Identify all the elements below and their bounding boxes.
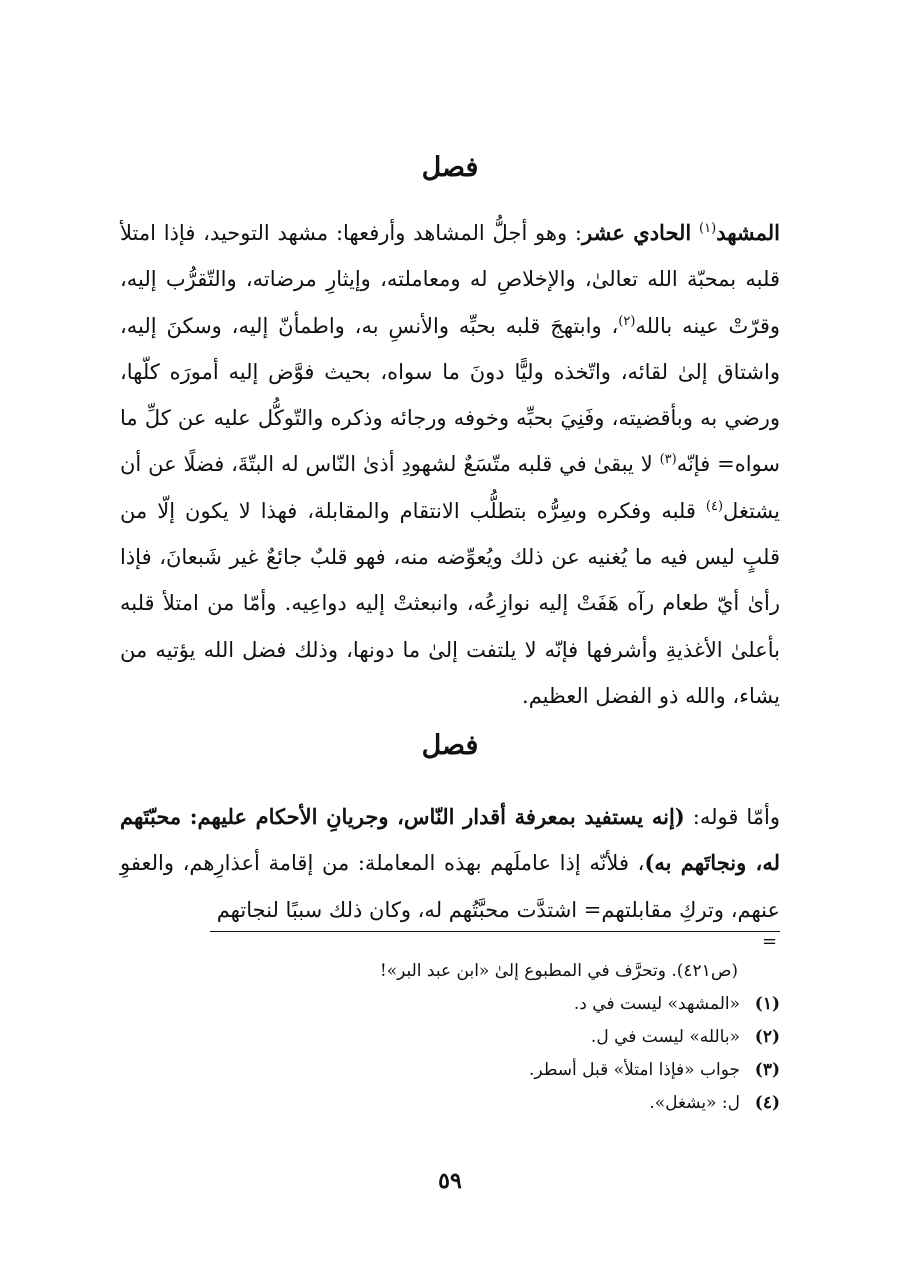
- page-number: ٥٩: [438, 1168, 462, 1194]
- footnote-number: (٣): [754, 1060, 780, 1080]
- body-paragraph: [120, 794, 780, 933]
- footnote-number: (١): [754, 994, 780, 1014]
- footnote-text: جواب «فإذا امتلأ» قبل أسطر.: [529, 1060, 740, 1080]
- footnote-item: [160, 955, 780, 988]
- quoted-text: (إنه يستفيد بمعرفة أقدار النّاس، وجريانِ الأحكام عليهم: محبّتَهم له، ونجاتَهم به): [120, 804, 780, 876]
- footnote-ref: (٢): [618, 313, 636, 329]
- footnote-item: [160, 1054, 780, 1087]
- footnote-number: (٤): [754, 1093, 780, 1113]
- footnote-separator: [210, 931, 780, 932]
- footnote-text: (ص٤٢١). وتحرَّف في المطبوع إلىٰ «ابن عبد البر»!: [379, 961, 738, 981]
- section-heading: فصل: [421, 730, 479, 761]
- footnote-continuation-mark: =: [762, 931, 778, 952]
- footnotes: [160, 955, 780, 1120]
- paragraph-text: : وهو أجلُّ المشاهد وأرفعها: مشهد التوحيد، فإذا امتلأ قلبه بمحبّة الله تعالىٰ، والإخلاصِ له ومعاملته، وإيثارِ مرضاته، والتّقرُّب إليه، وقرّتْ عينه بالله: [120, 221, 781, 338]
- lead-term: الحادي عشر: [582, 220, 692, 245]
- footnote-text: «بالله» ليست في ل.: [590, 1027, 740, 1047]
- paragraph-text: وأمّا قوله:: [684, 805, 780, 829]
- paragraph-text: قلبه وفكره وسِرُّه بتطلُّب الانتقام والمقابلة، فهذا لا يكون إلّا من قلبٍ ليس فيه ما يُغنيه عن ذلك ويُعوِّضه منه، فهو قلبٌ جائعٌ غير شَبعانَ، فإذا رأىٰ أيّ طعام رآه هَفَتْ إليه نوازِعُه، وانبعثتْ إليه دواعِيه. وأمّا من امتلأ قلبه بأعلىٰ الأغذيةِ وأشرفها فإنّه لا يلتفت إلىٰ ما دونها، وذلك فضل الله يؤتيه من يشاء، والله ذو الفضل العظيم.: [120, 498, 780, 708]
- body-paragraph: [120, 210, 780, 719]
- paragraph-text: ، وابتهجَ قلبه بحبِّه والأنسِ به، واطمأنّ إليه، وسكنَ إليه، واشتاق إلىٰ لقائه، واتّخذه وليًّا دونَ ما سواه، بحيث فوَّض إليه أمورَه كلّها، ورضي به وبأقضيته، وفَنِيَ بحبِّه وخوفه ورجائه وذكره والتّوكُّل عليه عن كلِّ ما سواه= فإنّه: [120, 313, 780, 477]
- paragraph-text: ، فلأنّه إذا عاملَهم بهذه المعاملة: من إقامة أعذارِهم، والعفوِ عنهم، وتركِ مقابلتهم= اشتدَّت محبَّتُهم له، وكان ذلك سببًا لنجاتهم: [120, 851, 780, 922]
- footnote-text: ل: «يشغل».: [649, 1093, 740, 1113]
- footnote-ref: (٣): [659, 452, 677, 468]
- footnote-item: [160, 1021, 780, 1054]
- footnote-number: (٢): [754, 1027, 780, 1047]
- paragraph-text: لا يبقىٰ في قلبه متّسَعٌ لشهودِ أذىٰ النّاس له البتّةَ، فضلًا عن أن يشتغل: [120, 452, 780, 523]
- section-heading: فصل: [421, 152, 479, 183]
- footnote-text: «المشهد» ليست في د.: [573, 994, 740, 1014]
- footnote-ref: (١): [699, 221, 717, 236]
- footnote-item: [160, 988, 780, 1021]
- footnote-item: [160, 1087, 780, 1120]
- lead-term: المشهد: [716, 220, 780, 245]
- footnote-ref: (٤): [705, 498, 724, 514]
